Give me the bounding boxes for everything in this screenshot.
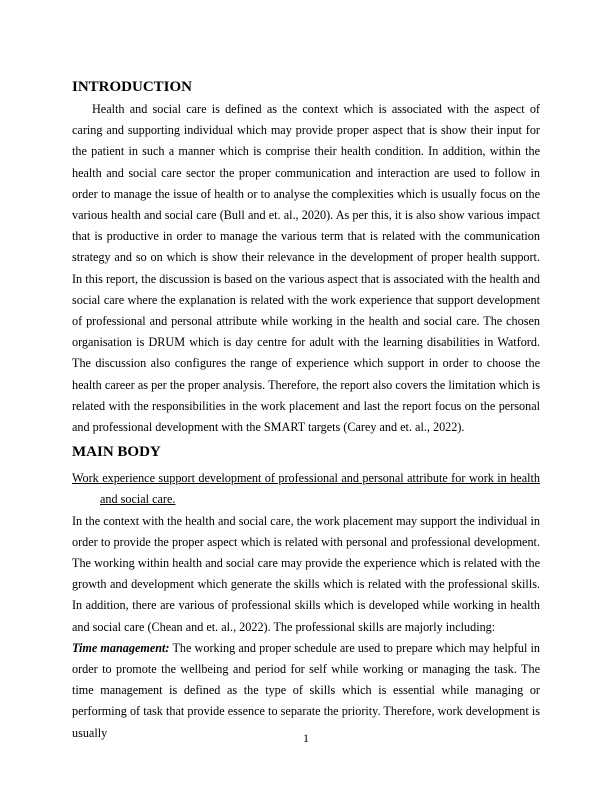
time-management-text: The working and proper schedule are used to prepare which may helpful in order to promote the wellbeing and period for self while working or managing the task. The time management is defined as the type of skills which is essential while managing or performing of task that provide essence to separate the priority. Therefore, work development is usually <box>72 640 541 740</box>
page-content <box>72 77 540 744</box>
time-management-term: Time management: <box>72 640 170 655</box>
main-body-heading: MAIN BODY <box>72 444 161 461</box>
time-management-paragraph <box>72 638 540 744</box>
main-body-paragraph: In the context with the health and social care, the work placement may support the individual in order to provide the proper aspect which is related with personal and professional development. The working within health and social care may provide the experience which is related with the growth and development which generate the skills which is related with the professional skills. In addition, there are various of professional skills which is developed while working in health and social care (Chean and et. al., 2022). The professional skills are majorly including: <box>72 513 540 634</box>
introduction-paragraph: Health and social care is defined as the context which is associated with the aspect of caring and supporting individual which may provide proper aspect that is show their input for the patient in such a manner which is comprise their health condition. In addition, within the health and social care sector the proper communication and interaction are used to follow in order to manage the issue of health or to analyse the complexities which is usually focus on the various health and social care (Bull and et. al., 2020). As per this, it is also show various impact that is productive in order to manage the various term that is related with the communication strategy and so on which is show their relevance in the development of proper health support. In this report, the discussion is based on the various aspect that is associated with the health and social care where the explanation is related with the work experience that support development of professional and personal attribute while working in the health and social care. The chosen organisation is DRUM which is day centre for adult with the learning disabilities in Watford. The discussion also configures the range of experience which support in order to choose the health career as per the proper analysis. Therefore, the report also covers the limitation which is related with the responsibilities in the work placement and last the report focus on the personal and professional development with the SMART targets (Carey and et. al., 2022). <box>72 102 540 435</box>
page-number: 1 <box>303 731 309 745</box>
section-subheading: Work experience support development of professional and personal attribute for work in health and social care. <box>72 471 540 507</box>
introduction-heading: INTRODUCTION <box>72 79 193 95</box>
